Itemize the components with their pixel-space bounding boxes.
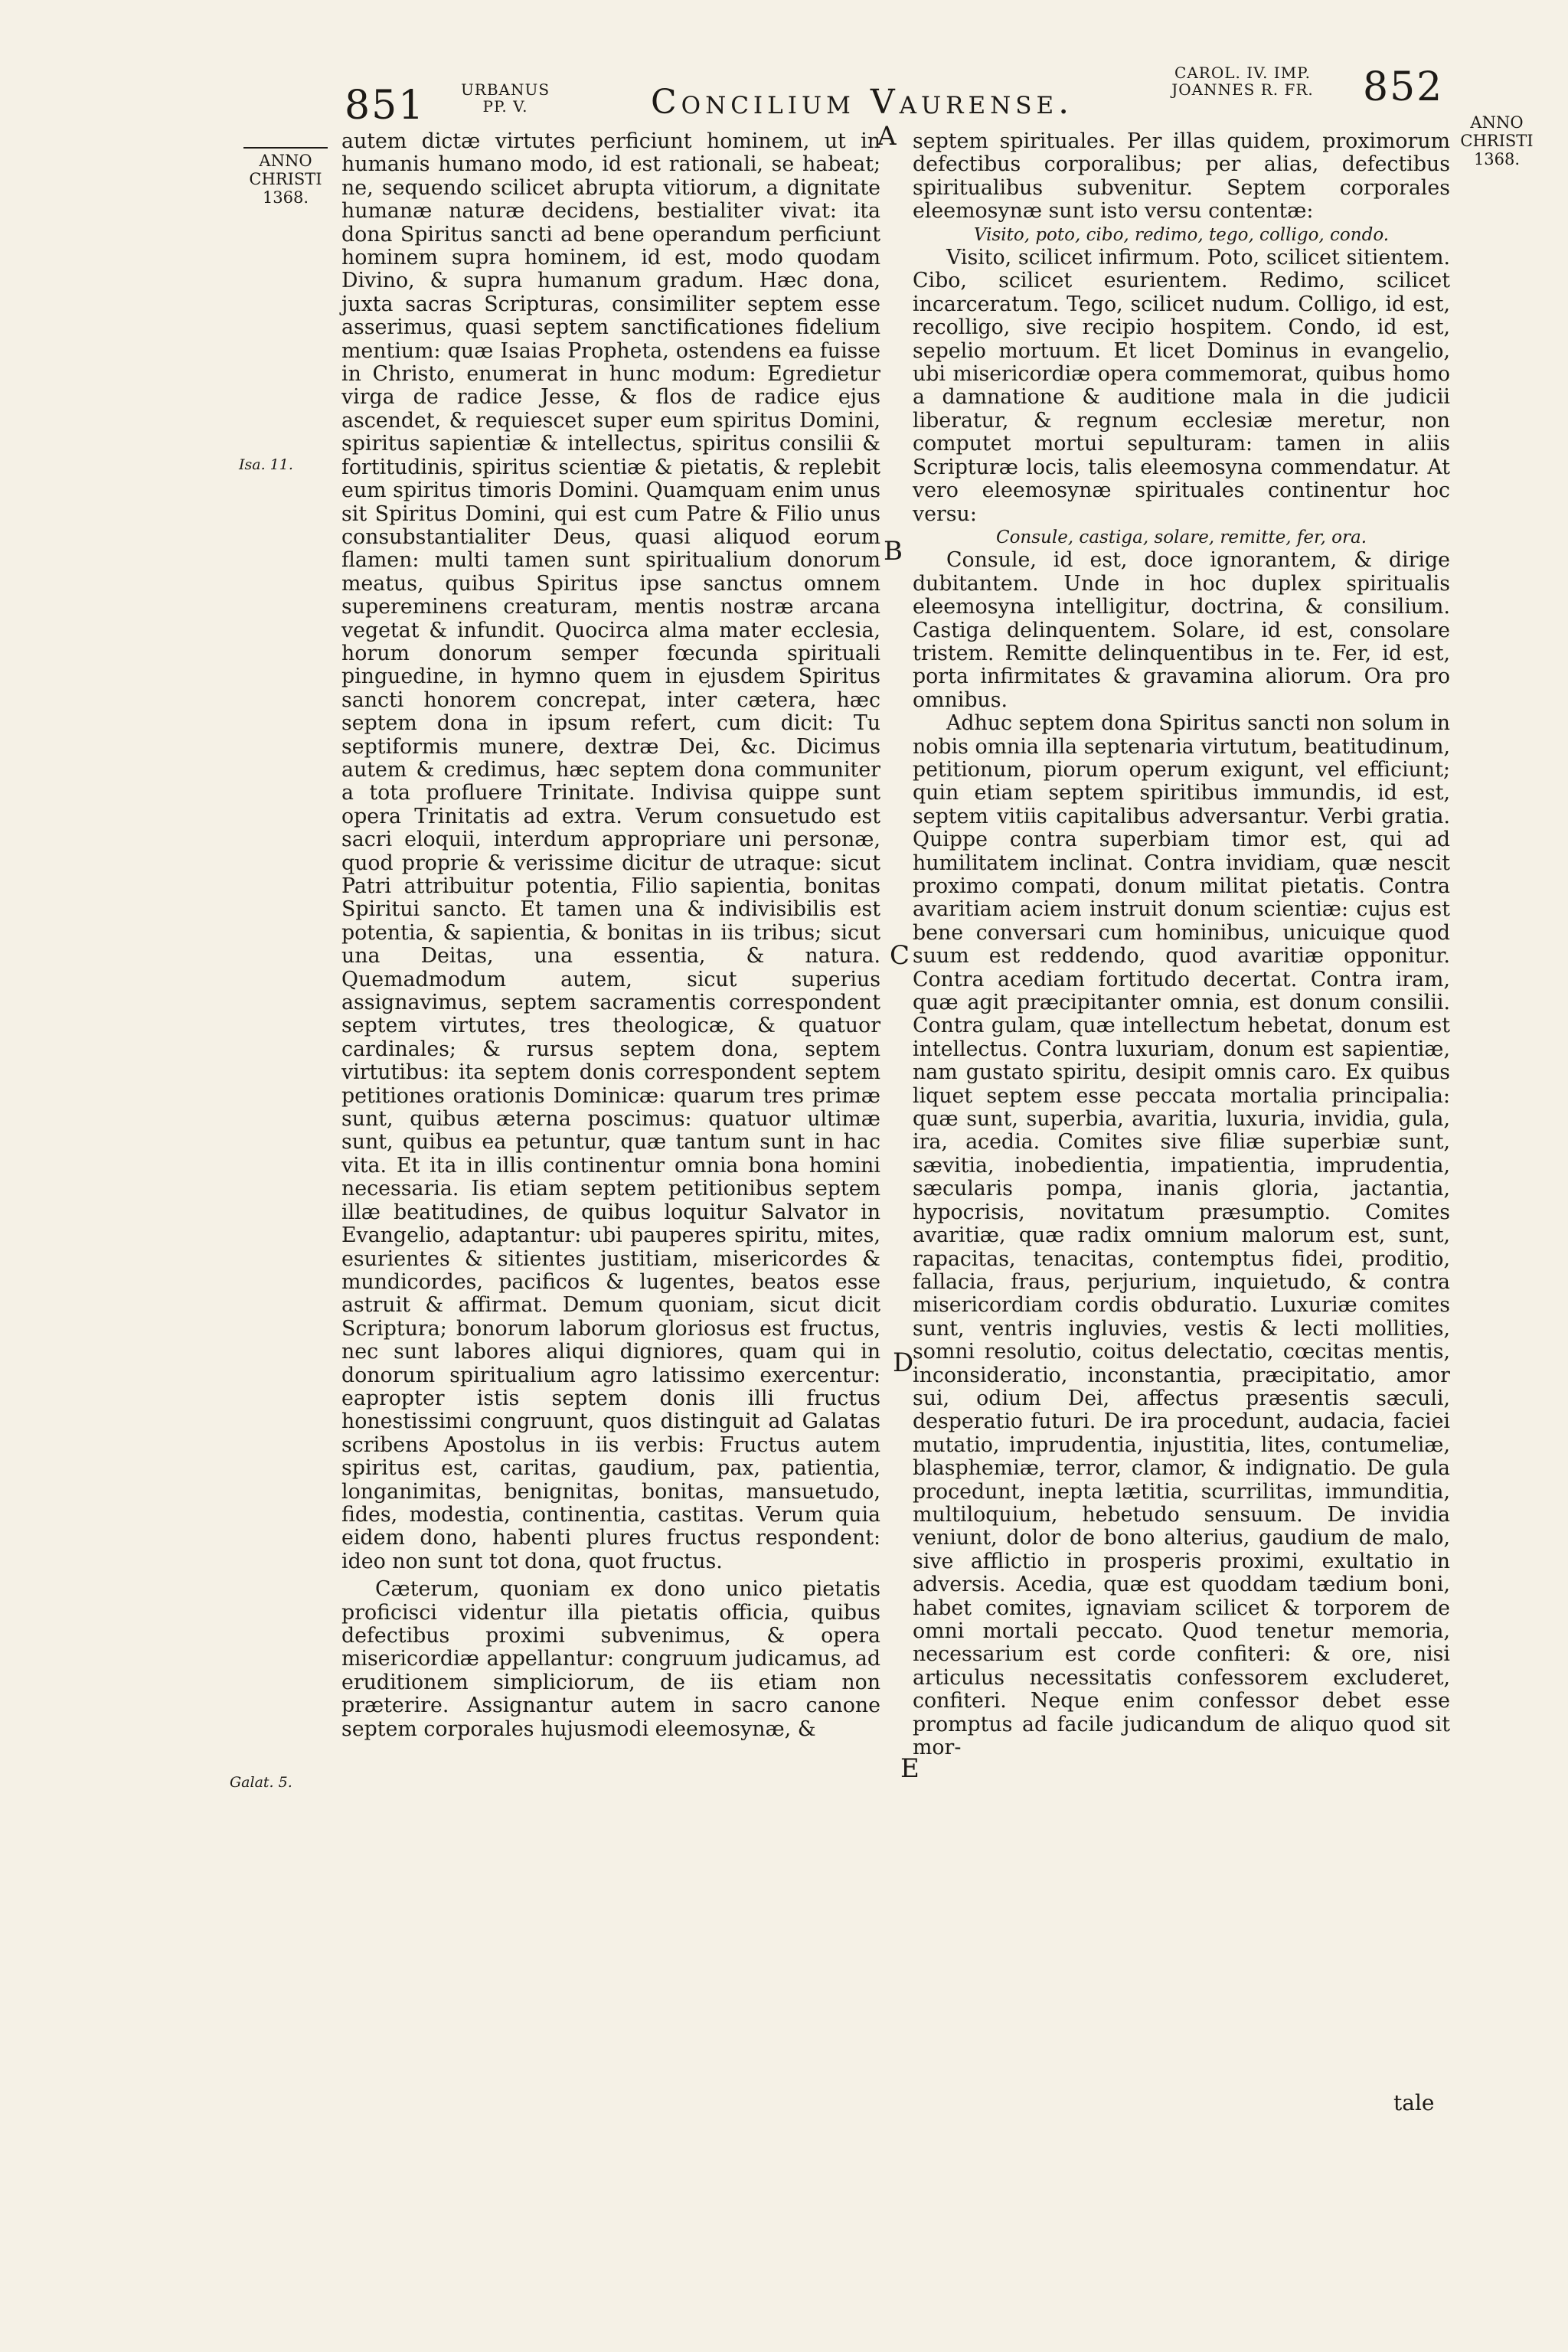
running-head-right [1155,64,1331,98]
margin-note-isaias: Isa. 11. [239,456,293,473]
left-paragraph-1: autem dictæ virtutes perficiunt hominem, ut in humanis humano modo, id est rationali, se habeat; ne, sequendo scilicet abrupta vitiorum, a dignitate humanæ naturæ decidens, bestialiter vivat: ita dona Spiritus sancti ad bene operandum perficiunt hominem supra hominem, id est, modo quodam Divino, & supra humanum gradum. Hæc dona, juxta sacras Scripturas, consimiliter septem esse asserimus, quasi septem sanctificationes fidelium mentium: quæ Isaias Propheta, ostendens ea fuisse in Christo, enumerat in hunc modum: Egredietur virga de radice Jesse, & flos de radice ejus ascendet, & requiescet super eum spiritus Domini, spiritus sapientiæ & intellectus, spiritus consilii & fortitudinis, spiritus scientiæ & pietatis, & replebit eum spiritus timoris Domini. Quamquam enim unus sit Spiritus Domini, qui est cum Patre & Filio unus consubstantialiter Deus, quasi aliquod eorum flamen: multi tamen sunt spiritualium donorum meatus, quibus Spiritus ipse sanctus omnem supereminens creaturam, mentis nostræ arcana vegetat & infundit. Quocirca alma mater ecclesia, horum donorum semper fœcunda spirituali pinguedine, in hymno quem in ejusdem Spiritus sancti honorem concrepat, inter cætera, hæc septem dona in ipsum refert, cum dicit: Tu septiformis munere, dextræ Dei, &c. Dicimus autem & credimus, hæc septem dona communiter a tota profluere Trinitate. Indivisa quippe sunt opera Trinitatis ad extra. Verum consuetudo est sacri eloquii, interdum appropriare uni personæ, quod proprie & verissime dicitur de utraque: sicut Patri attribuitur potentia, Filio sapientia, bonitas Spiritui sancto. Et tamen una & indivisibilis est potentia, & sapientia, & bonitas in iis tribus; sicut una Deitas, una essentia, & natura. Quemadmodum autem, sicut superius assignavimus, septem sacramentis correspondent septem virtutes, tres theologicæ, & quatuor cardinales; & rursus septem dona, septem virtutibus: ita septem donis correspondent septem petitiones orationis Dominicæ: quarum tres primæ sunt, quibus æterna poscimus: quatuor ultimæ sunt, quibus ea petuntur, quæ tantum sunt in hac vita. Et ita in illis continentur omnia bona homini necessaria. Iis etiam septem petitionibus septem illæ beatitudines, de quibus loquitur Salvator in Evangelio, adaptantur: ubi pauperes spiritu, mites, esurientes & sitientes justitiam, misericordes & mundicordes, pacificos & lugentes, beatos esse astruit & affirmat. Demum quoniam, sicut dicit Scriptura; bonorum laborum gloriosus est fructus, nec sunt labores aliqui digniores, quam qui in donorum spiritualium agro latissimo exercentur: eapropter istis septem donis illi fructus honestissimi congruunt, quos distinguit ad Galatas scribens Apostolus in iis verbis: Fructus autem spiritus est, caritas, gaudium, pax, patientia, longanimitas, benignitas, bonitas, mansuetudo, fides, modestia, continentia, castitas. Verum quia eidem dono, habenti plures fructus respondent: ideo non sunt tot dona, quot fructus. [341,129,880,1573]
page-number-left: 851 [345,83,426,129]
running-head-left [459,81,551,115]
anno-label: ANNO [259,152,312,170]
running-head-left-line2: PP. V. [482,97,528,116]
anno-label: ANNO [1470,113,1524,132]
right-paragraph-4: Adhuc septem dona Spiritus sancti non solum in nobis omnia illa septenaria virtutum, beatitudinum, petitionum, piorum operum exigunt, vel efficiunt; quin etiam septem spiritibus immundis, id est, septem vitiis capitalibus adversantur. Verbi gratia. Quippe contra superbiam timor est, qui ad humilitatem inclinat. Contra invidiam, quæ nescit proximo compati, donum militat pietatis. Contra avaritiam aciem instruit donum scientiæ: cujus est bene conversari cum hominibus, unicuique quod suum est reddendo, quod avaritiæ opponitur. Contra acediam fortitudo decertat. Contra iram, quæ agit præcipitanter omnia, est donum consilii. Contra gulam, quæ intellectum hebetat, donum est intellectus. Contra luxuriam, donum est sapientiæ, nam gustato spiritu, desipit omnis caro. Ex quibus liquet septem esse peccata mortalia principalia: quæ sunt, superbia, avaritia, luxuria, invidia, gula, ira, acedia. Comites sive filiæ superbiæ sunt, sævitia, inobedientia, impatientia, imprudentia, sæcularis pompa, inanis gloria, jactantia, hypocrisis, novitatum præsumptio. Comites avaritiæ, quæ radix omnium malorum est, sunt, rapacitas, tenacitas, contemptus fidei, proditio, fallacia, fraus, perjurium, inquietudo, & contra misericordiam cordis obduratio. Luxuriæ comites sunt, ventris ingluvies, vestis & lecti mollities, somni resolutio, coitus delectatio, cœcitas mentis, inconsideratio, inconstantia, præcipitatio, amor sui, odium Dei, affectus præsentis sæculi, desperatio futuri. De ira procedunt, audacia, faciei mutatio, imprudentia, injustitia, lites, contumeliæ, blasphemiæ, terror, clamor, & indignatio. De gula procedunt, inepta lætitia, scurrilitas, immunditia, multiloquium, hebetudo sensuum. De invidia veniunt, dolor de bono alterius, gaudium de malo, sive afflictio in prosperis proximi, exultatio in adversis. Acedia, quæ est quoddam tædium boni, habet comites, ignaviam scilicet & torporem de omni mortali peccato. Quod tenetur memoria, necessarium est corde confiteri: & ore, nisi articulus necessitatis confessorem excluderet, confiteri. Neque enim confessor debet esse promptus ad facile judicandum de aliquo quod sit mor- [913,711,1450,1760]
left-column [341,130,880,1741]
catchword: tale [1393,2090,1435,2115]
page-number-right: 852 [1363,64,1444,110]
right-paragraph-3: Consule, id est, doce ignorantem, & dirige dubitantem. Unde in hoc duplex spiritualis eleemosyna intelligitur, doctrina, & consilium. Castiga delinquentem. Solare, id est, consolare tristem. Remitte delinquentibus in te. Fer, id est, porta infirmitates & gravamina aliorum. Ora pro omnibus. [913,548,1450,712]
year-label: 1368. [262,188,309,207]
page-title: Concilium Vaurense. [651,83,1074,122]
right-paragraph-1: septem spirituales. Per illas quidem, proximorum defectibus corporalibus; per alias, defectibus spiritualibus subvenitur. Septem corporales eleemosynæ sunt isto versu contentæ: [913,129,1450,224]
margin-year-right [1455,113,1539,168]
christi-label: CHRISTI [249,170,322,188]
section-letter-e: E [900,1753,920,1784]
year-label: 1368. [1473,150,1521,168]
margin-year-left [243,147,328,207]
left-paragraph-2: Cæterum, quoniam ex dono unico pietatis proficisci videntur illa pietatis officia, quibus defectibus proximi subvenimus, & opera misericordiæ appellantur: congruum judicamus, ad eruditionem simpliciorum, de iis etiam non præterire. Assignantur autem in sacro canone septem corporales hujusmodi eleemosynæ, & [341,1577,880,1741]
verse-corporal-works: Visito, poto, cibo, redimo, tego, colligo, condo. [973,224,1390,245]
right-paragraph-2: Visito, scilicet infirmum. Poto, scilicet sitientem. Cibo, scilicet esurientem. Redimo, scilicet incarceratum. Tego, scilicet nudum. Colligo, id est, recolligo, sive recipio hospitem. Condo, id est, sepelio mortuum. Et licet Dominus in evangelio, ubi misericordiæ opera commemorat, quibus homo a damnatione & auditione mala in die judicii liberatur, & regnum ecclesiæ meretur, non computet mortui sepulturam: tamen in aliis Scripturæ locis, talis eleemosyna commendatur. At vero eleemosynæ spirituales continentur hoc versu: [913,246,1450,526]
running-head-right-line2: JOANNES R. FR. [1171,80,1314,99]
section-letter-a: A [877,121,897,152]
section-letter-b: B [884,536,903,567]
running-head-left-line1: URBANUS [460,80,550,99]
section-letter-c: C [890,940,910,971]
margin-note-galatians: Galat. 5. [230,1774,292,1791]
verse-spiritual-works: Consule, castiga, solare, remitte, fer, ora. [995,527,1367,547]
right-column [913,130,1450,1759]
running-head-right-line1: CAROL. IV. IMP. [1174,64,1311,82]
section-letter-d: D [893,1348,914,1378]
christi-label: CHRISTI [1460,132,1534,150]
